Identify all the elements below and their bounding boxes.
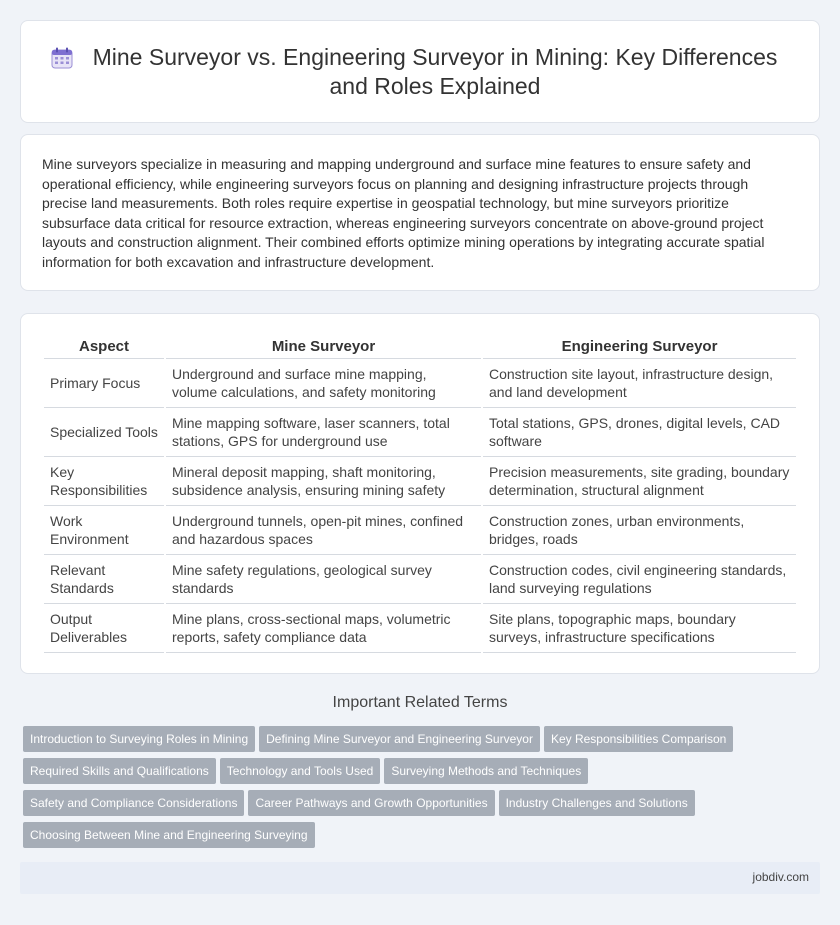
table-cell-mine: Underground tunnels, open-pit mines, confined and hazardous spaces <box>166 506 481 555</box>
table-cell-aspect: Key Responsibilities <box>44 457 164 506</box>
table-cell-mine: Underground and surface mine mapping, volume calculations, and safety monitoring <box>166 359 481 408</box>
table-cell-aspect: Relevant Standards <box>44 555 164 604</box>
intro-card <box>20 134 820 291</box>
table-header-row <box>44 334 796 359</box>
column-header-mine-surveyor: Mine Surveyor <box>166 334 481 359</box>
footer-site-link[interactable]: jobdiv.com <box>752 870 809 884</box>
table-cell-engineering: Construction site layout, infrastructure design, and land development <box>483 359 796 408</box>
table-row <box>44 457 796 506</box>
table-cell-engineering: Construction zones, urban environments, bridges, roads <box>483 506 796 555</box>
tag-row <box>23 790 813 816</box>
table-cell-aspect: Primary Focus <box>44 359 164 408</box>
tag-row <box>23 758 813 784</box>
related-term-tag[interactable]: Choosing Between Mine and Engineering Surveying <box>23 822 315 848</box>
page-title: Mine Surveyor vs. Engineering Surveyor in Mining: Key Differences and Roles Explained <box>92 44 778 99</box>
tag-row <box>23 822 813 848</box>
table-cell-aspect: Output Deliverables <box>44 604 164 653</box>
table-cell-engineering: Site plans, topographic maps, boundary surveys, infrastructure specifications <box>483 604 796 653</box>
table-cell-engineering: Precision measurements, site grading, boundary determination, structural alignment <box>483 457 796 506</box>
table-row <box>44 359 796 408</box>
table-row <box>44 604 796 653</box>
header-card <box>20 20 820 123</box>
table-cell-mine: Mine plans, cross-sectional maps, volumetric reports, safety compliance data <box>166 604 481 653</box>
related-terms-heading: Important Related Terms <box>332 694 508 711</box>
table-cell-mine: Mineral deposit mapping, shaft monitoring, subsidence analysis, ensuring mining safety <box>166 457 481 506</box>
table-cell-engineering: Total stations, GPS, drones, digital levels, CAD software <box>483 408 796 457</box>
related-term-tag[interactable]: Safety and Compliance Considerations <box>23 790 244 816</box>
column-header-engineering-surveyor: Engineering Surveyor <box>483 334 796 359</box>
related-term-tag[interactable]: Industry Challenges and Solutions <box>499 790 695 816</box>
table-row <box>44 408 796 457</box>
table-cell-aspect: Specialized Tools <box>44 408 164 457</box>
table-cell-mine: Mine mapping software, laser scanners, total stations, GPS for underground use <box>166 408 481 457</box>
table-row <box>44 506 796 555</box>
table-cell-mine: Mine safety regulations, geological survey standards <box>166 555 481 604</box>
tag-row <box>23 726 813 752</box>
related-term-tag[interactable]: Defining Mine Surveyor and Engineering Surveyor <box>259 726 540 752</box>
related-term-tag[interactable]: Career Pathways and Growth Opportunities <box>248 790 494 816</box>
comparison-table <box>42 334 798 653</box>
related-term-tag[interactable]: Key Responsibilities Comparison <box>544 726 733 752</box>
footer <box>20 862 820 894</box>
related-term-tag[interactable]: Surveying Methods and Techniques <box>384 758 588 784</box>
related-terms-list <box>23 726 813 854</box>
column-header-aspect: Aspect <box>44 334 164 359</box>
comparison-card <box>20 313 820 674</box>
intro-paragraph: Mine surveyors specialize in measuring and mapping underground and surface mine features to ensure safety and operational efficiency, while engineering surveyors focus on planning and designing infrastructure projects through precise land measurements. Both roles require expertise in geospatial technology, but mine surveyors prioritize subsurface data critical for resource extraction, whereas engineering surveyors concentrate on above-ground project layouts and construction alignment. Their combined efforts optimize mining operations by integrating accurate spatial information for both excavation and infrastructure development. <box>42 156 765 270</box>
related-term-tag[interactable]: Required Skills and Qualifications <box>23 758 216 784</box>
related-term-tag[interactable]: Introduction to Surveying Roles in Mining <box>23 726 255 752</box>
table-cell-engineering: Construction codes, civil engineering standards, land surveying regulations <box>483 555 796 604</box>
table-cell-aspect: Work Environment <box>44 506 164 555</box>
related-term-tag[interactable]: Technology and Tools Used <box>220 758 381 784</box>
table-row <box>44 555 796 604</box>
